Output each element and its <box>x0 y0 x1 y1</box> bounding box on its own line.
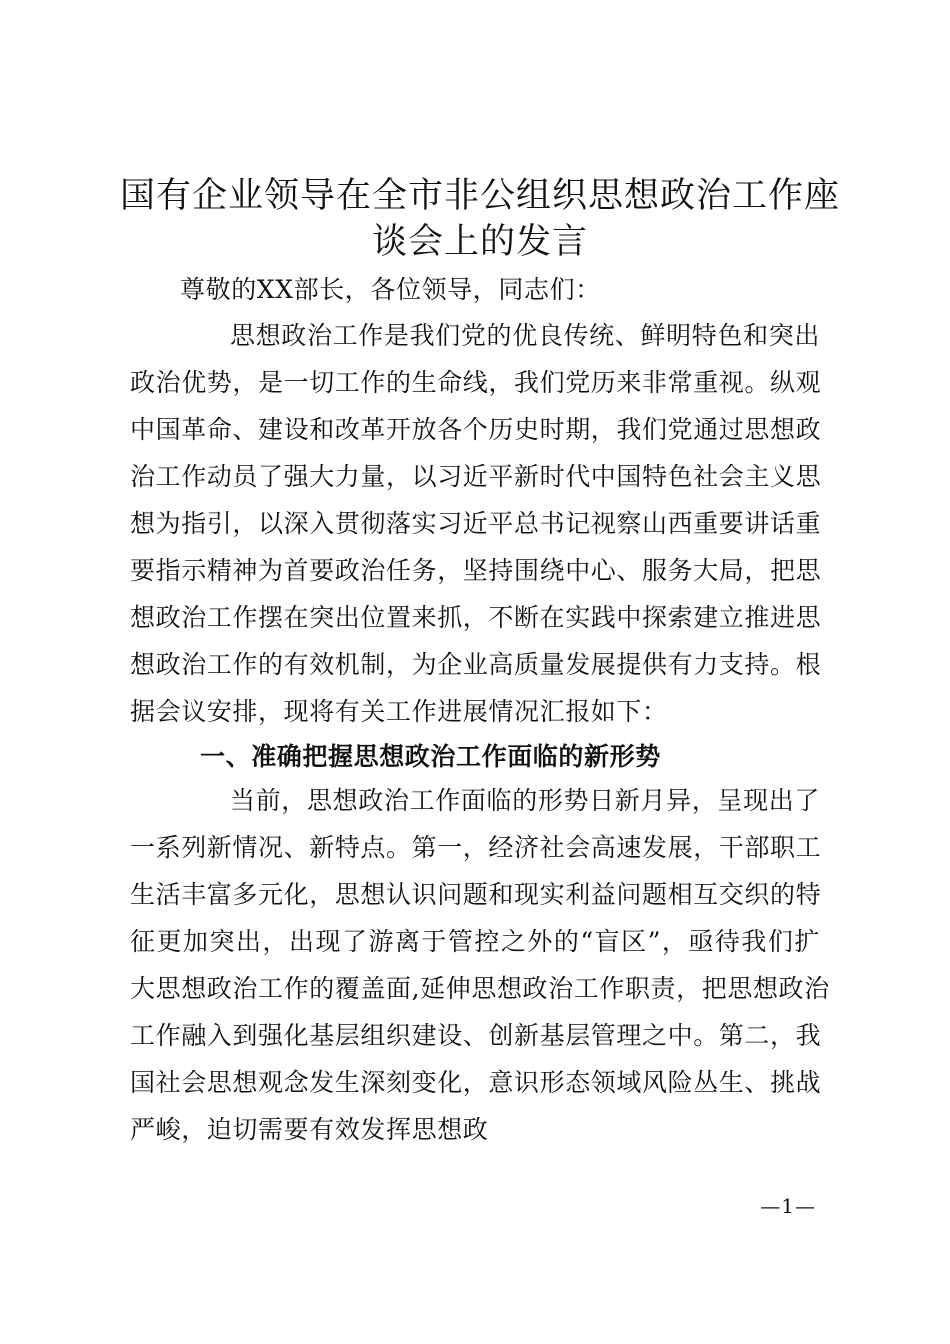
paragraph-1-line-7: 想政治工作摆在突出位置来抓，不断在实践中探索建立推进思 <box>130 603 822 632</box>
paragraph-1-line-2: 政治优势，是一切工作的生命线，我们党历来非常重视。纵观 <box>130 368 822 397</box>
paragraph-2-line-4: 征更加突出，出现了游离于管控之外的“盲区”，亟待我们扩 <box>130 927 820 956</box>
paragraph-1-line-5: 想为指引，以深入贯彻落实习近平总书记视察山西重要讲话重 <box>130 509 822 538</box>
page-number: —1— <box>760 1194 816 1218</box>
paragraph-1-line-1: 思想政治工作是我们党的优良传统、鲜明特色和突出 <box>230 321 820 350</box>
paragraph-1-line-4: 治工作动员了强大力量，以习近平新时代中国特色社会主义思 <box>130 462 822 491</box>
paragraph-2-line-5: 大思想政治工作的覆盖面,延伸思想政治工作职责，把思想政治 <box>130 974 830 1003</box>
document-title-line-2: 谈会上的发言 <box>371 222 588 262</box>
paragraph-1-line-9: 据会议安排，现将有关工作进展情况汇报如下： <box>130 697 668 726</box>
salutation: 尊敬的XX部长，各位领导，同志们： <box>180 275 601 304</box>
section-heading-1: 一、准确把握思想政治工作面临的新形势 <box>200 742 661 771</box>
paragraph-2-line-1: 当前，思想政治工作面临的形势日新月异，呈现出了 <box>230 786 820 815</box>
paragraph-2-line-2: 一系列新情况、新特点。第一，经济社会高速发展，干部职工 <box>130 833 822 862</box>
document-title-line-1: 国有企业领导在全市非公组织思想政治工作座 <box>119 176 840 216</box>
paragraph-1-line-8: 想政治工作的有效机制，为企业高质量发展提供有力支持。根 <box>130 650 822 679</box>
paragraph-2-line-8: 严峻，迫切需要有效发挥思想政 <box>130 1115 489 1144</box>
paragraph-2-line-6: 工作融入到强化基层组织建设、创新基层管理之中。第二，我 <box>130 1021 822 1050</box>
paragraph-2-line-7: 国社会思想观念发生深刻变化，意识形态领域风险丛生、挑战 <box>130 1068 822 1097</box>
paragraph-1-line-6: 要指示精神为首要政治任务，坚持围绕中心、服务大局，把思 <box>130 556 822 585</box>
paragraph-1-line-3: 中国革命、建设和改革开放各个历史时期，我们党通过思想政 <box>130 415 822 444</box>
paragraph-2-line-3: 生活丰富多元化，思想认识问题和现实利益问题相互交织的特 <box>130 880 822 909</box>
